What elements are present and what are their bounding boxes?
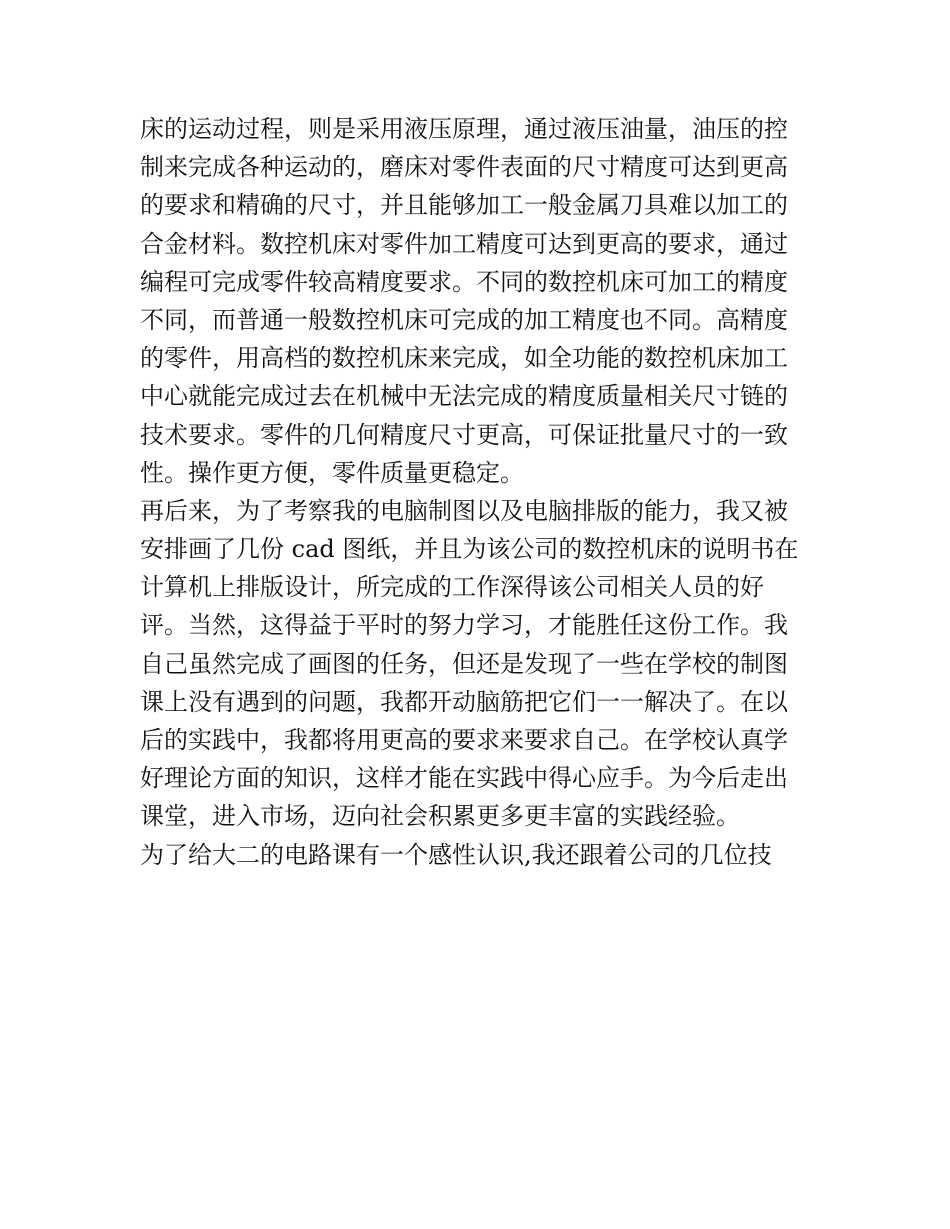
text-line: 不同，而普通一般数控机床可完成的加工精度也不同。高精度 — [140, 305, 788, 334]
text-line: 中心就能完成过去在机械中无法完成的精度质量相关尺寸链的 — [140, 382, 788, 411]
text-line: 计算机上排版设计，所完成的工作深得该公司相关人员的好 — [140, 573, 764, 602]
text-line: 课上没有遇到的问题，我都开动脑筋把它们一一解决了。在以 — [140, 687, 788, 716]
text-line: 合金材料。数控机床对零件加工精度可达到更高的要求，通过 — [140, 229, 788, 258]
text-line: 的零件，用高档的数控机床来完成，如全功能的数控机床加工 — [140, 344, 788, 373]
text-line: 技术要求。零件的几何精度尺寸更高，可保证批量尺寸的一致 — [140, 420, 788, 449]
text-line: 好理论方面的知识，这样才能在实践中得心应手。为今后走出 — [140, 764, 788, 793]
text-line: 自己虽然完成了画图的任务，但还是发现了一些在学校的制图 — [140, 649, 788, 678]
text-line: 为了给大二的电路课有一个感性认识,我还跟着公司的几位技 — [140, 840, 772, 869]
text-line: 安排画了几份 cad 图纸，并且为该公司的数控机床的说明书在 — [140, 535, 799, 564]
body-text — [140, 110, 820, 874]
text-line: 课堂，进入市场，迈向社会积累更多更丰富的实践经验。 — [140, 802, 740, 831]
text-line: 再后来，为了考察我的电脑制图以及电脑排版的能力，我又被 — [140, 496, 788, 525]
text-line: 后的实践中，我都将用更高的要求来要求自己。在学校认真学 — [140, 726, 788, 754]
text-line: 评。当然，这得益于平时的努力学习，才能胜任这份工作。我 — [140, 611, 788, 640]
text-line: 床的运动过程，则是采用液压原理，通过液压油量，油压的控 — [140, 115, 788, 143]
text-line: 性。操作更方便，零件质量更稳定。 — [140, 458, 524, 487]
text-line: 制来完成各种运动的，磨床对零件表面的尺寸精度可达到更高 — [140, 153, 788, 182]
text-line: 的要求和精确的尺寸，并且能够加工一般金属刀具难以加工的 — [140, 191, 788, 220]
text-line: 编程可完成零件较高精度要求。不同的数控机床可加工的精度 — [140, 267, 788, 296]
